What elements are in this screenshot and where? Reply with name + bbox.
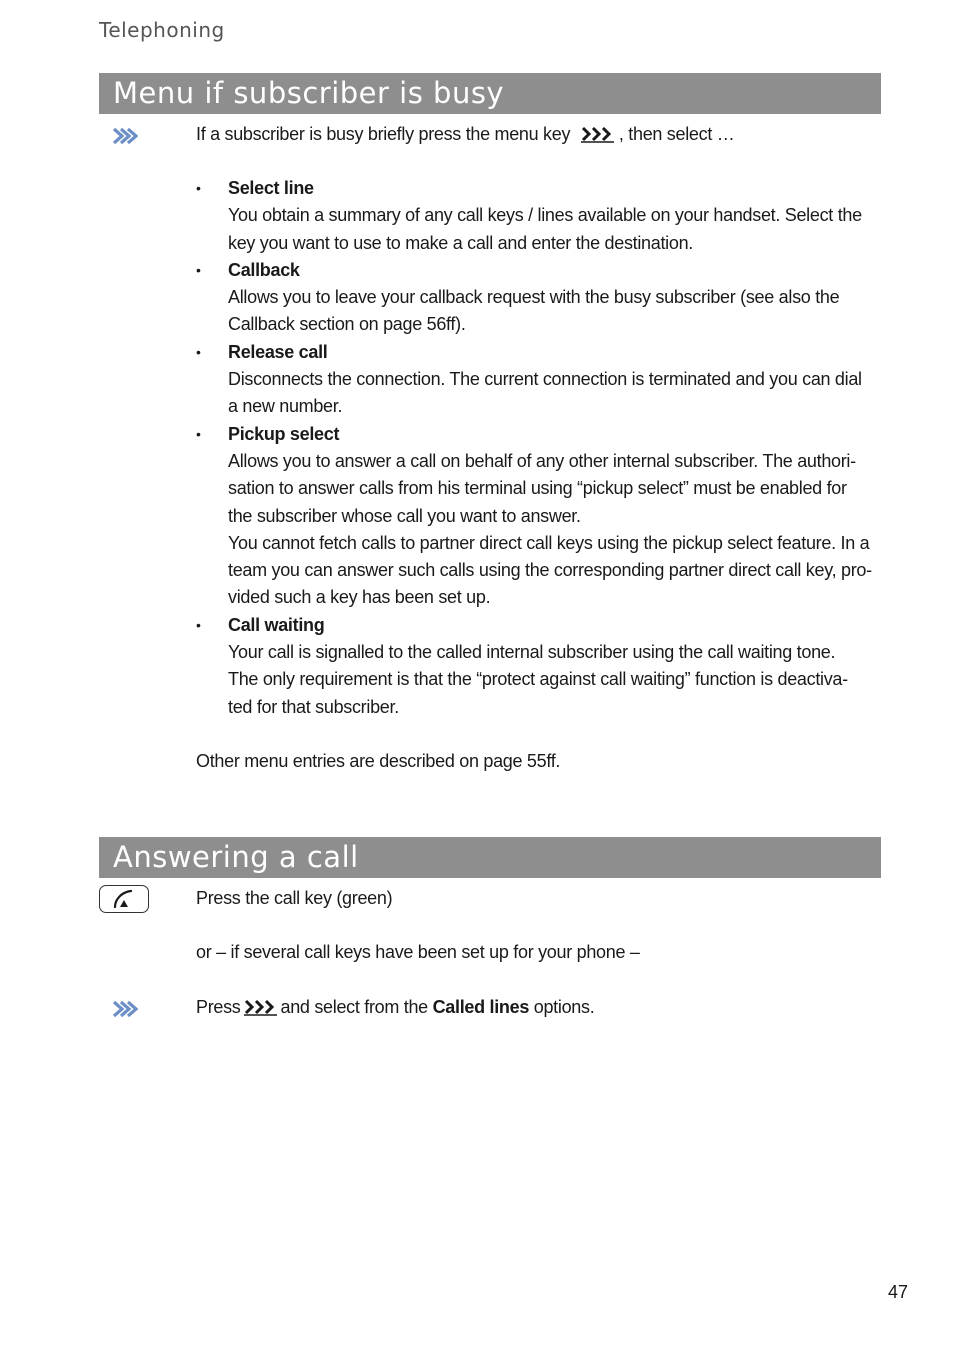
- press-label: Press: [196, 997, 241, 1017]
- bullet: •: [196, 180, 201, 196]
- menu-key-icon: [244, 998, 278, 1016]
- section-heading-busy: Menu if subscriber is busy: [99, 73, 881, 114]
- called-lines-label: Called lines: [432, 997, 530, 1017]
- alternative-text: or – if several call keys have been set up for your phone –: [196, 942, 640, 962]
- list-item: [196, 421, 896, 612]
- list-item: [196, 612, 896, 721]
- item-title: Call waiting: [228, 614, 325, 635]
- press-menu-step: [196, 994, 594, 1021]
- item-title: Callback: [228, 259, 300, 280]
- chapter-title: Telephoning: [99, 18, 225, 42]
- menu-key-icon: [581, 125, 615, 143]
- bullet: •: [196, 343, 201, 360]
- intro-paragraph: [196, 121, 734, 148]
- press-call-key-text: Press the call key (green): [196, 888, 393, 908]
- list-item: [196, 257, 896, 339]
- fast-forward-icon: [112, 1000, 138, 1018]
- fast-forward-icon: [112, 127, 138, 145]
- menu-options-list: [196, 175, 896, 721]
- call-key-icon: [99, 885, 149, 913]
- other-entries-note: Other menu entries are described on page 55ff.: [196, 751, 561, 771]
- item-description: Allows you to answer a call on behalf of any other internal subscriber. The authori- sation to answer calls from his terminal using “pickup select” must be enabled for the subscriber whose call you want to answer. You cannot fetch calls to partner direct call keys using the pickup select feature. In a team you can answer such calls using the corresponding partner direct call key, pro- vided such a key has been set up.: [228, 450, 872, 608]
- intro-suffix: , then select …: [618, 124, 735, 144]
- item-title: Release call: [228, 341, 328, 362]
- bullet: •: [196, 261, 201, 278]
- bullet: •: [196, 616, 201, 633]
- item-title: Pickup select: [228, 423, 340, 444]
- intro-text: If a subscriber is busy briefly press the menu key: [196, 124, 571, 144]
- item-description: You obtain a summary of any call keys / lines available on your handset. Select the key you want to use to make a call and enter the destination.: [228, 205, 862, 253]
- item-title: Select line: [228, 178, 314, 198]
- handset-icon: [112, 889, 136, 909]
- section-heading-answering: Answering a call: [99, 837, 881, 878]
- item-description: Your call is signalled to the called internal subscriber using the call waiting tone. The only requirement is that the “protect against call waiting” function is deactiva- ted for that subscriber.: [228, 642, 848, 717]
- item-description: Allows you to leave your callback request with the busy subscriber (see also the Callback section on page 56ff).: [228, 287, 840, 335]
- item-description: Disconnects the connection. The current connection is terminated and you can dial a new number.: [228, 369, 862, 417]
- options-text: options.: [533, 997, 595, 1017]
- page-number: 47: [888, 1282, 909, 1302]
- list-item: [196, 175, 896, 257]
- list-item: [196, 339, 896, 421]
- bullet: •: [196, 425, 201, 442]
- select-text: and select from the: [280, 997, 428, 1017]
